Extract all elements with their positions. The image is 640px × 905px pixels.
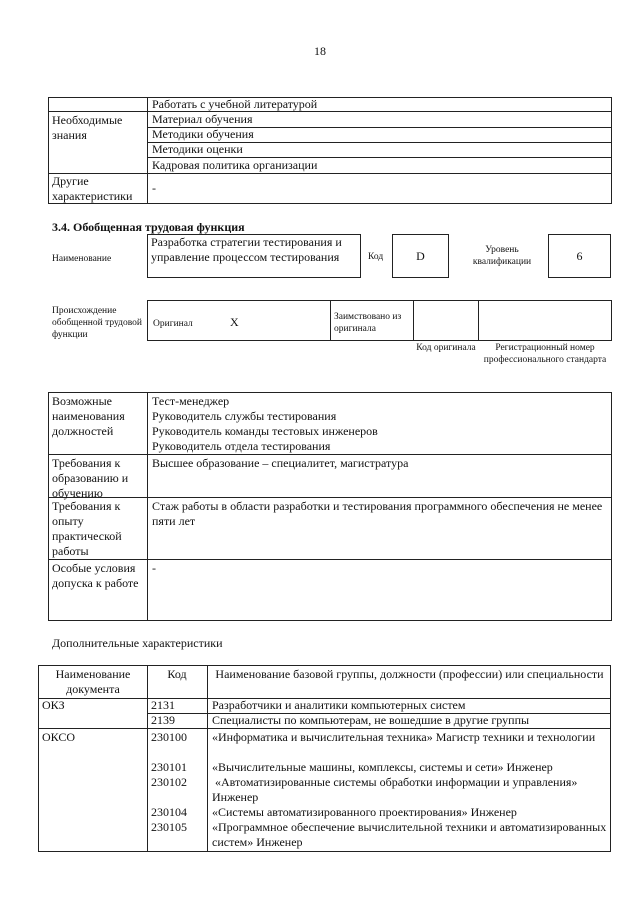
page-number: 18 (314, 44, 326, 58)
okz-code: 2131 (151, 698, 175, 712)
special-conditions-value: - (152, 561, 156, 575)
okso-code: 230100 (151, 730, 187, 744)
okso-code: 230101 (151, 760, 187, 774)
header-code: Код (167, 667, 187, 681)
other-characteristics-value: - (152, 181, 156, 195)
origin-label: Происхождение обобщенной трудовой функции (52, 306, 142, 340)
borrowed-label: Заимствовано из оригинала (334, 312, 402, 334)
code-value: D (416, 249, 425, 263)
name-label: Наименование (52, 254, 112, 264)
section-heading: 3.4. Обобщенная трудовая функция (52, 220, 245, 234)
qualification-level-label: Уровень квалификации (472, 245, 532, 267)
possible-positions-label: Возможные наименования должностей (52, 394, 125, 438)
original-code-caption: Код оригинала (416, 343, 476, 353)
required-knowledge-label: Необходимые знания (52, 113, 123, 142)
code-label: Код (368, 252, 384, 262)
knowledge-item: Методики оценки (152, 142, 243, 156)
original-label: Оригинал (153, 319, 193, 329)
experience-requirements-label: Требования к опыту практической работы (52, 499, 122, 558)
knowledge-item: Материал обучения (152, 112, 253, 126)
okso-label: ОКСО (42, 730, 76, 744)
okz-name: Разработчики и аналитики компьютерных систем (212, 698, 466, 712)
okz-label: ОКЗ (42, 698, 65, 712)
experience-requirements-value: Стаж работы в области разработки и тестирования программного обеспечения не менее пяти лет (152, 499, 603, 528)
possible-positions-value: Тест-менеджер Руководитель службы тестирования Руководитель команды тестовых инженеров Руководитель отдела тестирования (152, 394, 378, 453)
skill-item: Работать с учебной литературой (152, 97, 318, 111)
okz-name: Специалисты по компьютерам, не вошедшие в другие группы (212, 713, 530, 727)
original-mark: X (230, 315, 239, 329)
header-document: Наименование документа (55, 667, 131, 696)
okso-code: 230102 (151, 775, 187, 789)
education-requirements-label: Требования к образованию и обучению (52, 456, 129, 500)
okso-name: «Системы автоматизированного проектирования» Инженер (212, 805, 517, 819)
additional-characteristics-title: Дополнительные характеристики (52, 636, 223, 650)
okso-name: «Вычислительные машины, комплексы, системы и сети» Инженер (212, 760, 553, 774)
okso-name: «Программное обеспечение вычислительной техники и автоматизированных систем» Инженер (212, 820, 607, 849)
okz-code: 2139 (151, 713, 175, 727)
other-characteristics-label: Другие характеристики (52, 174, 133, 203)
generalized-function-name: Разработка стратегии тестирования и управление процессом тестирования (151, 235, 342, 264)
okso-name: «Информатика и вычислительная техника» Магистр техники и технологии (212, 730, 596, 744)
education-requirements-value: Высшее образование – специалитет, магистратура (152, 456, 409, 470)
knowledge-item: Методики обучения (152, 127, 254, 141)
knowledge-item: Кадровая политика организации (152, 158, 318, 172)
qualification-level-value: 6 (576, 249, 583, 263)
okso-code: 230104 (151, 805, 187, 819)
okso-name: «Автоматизированные системы обработки информации и управления» Инженер (212, 775, 584, 804)
okso-code: 230105 (151, 820, 187, 834)
special-conditions-label: Особые условия допуска к работе (52, 561, 139, 590)
header-name: Наименование базовой группы, должности (профессии) или специальности (215, 667, 604, 681)
registration-number-caption: Регистрационный номер профессионального стандарта (483, 343, 607, 365)
